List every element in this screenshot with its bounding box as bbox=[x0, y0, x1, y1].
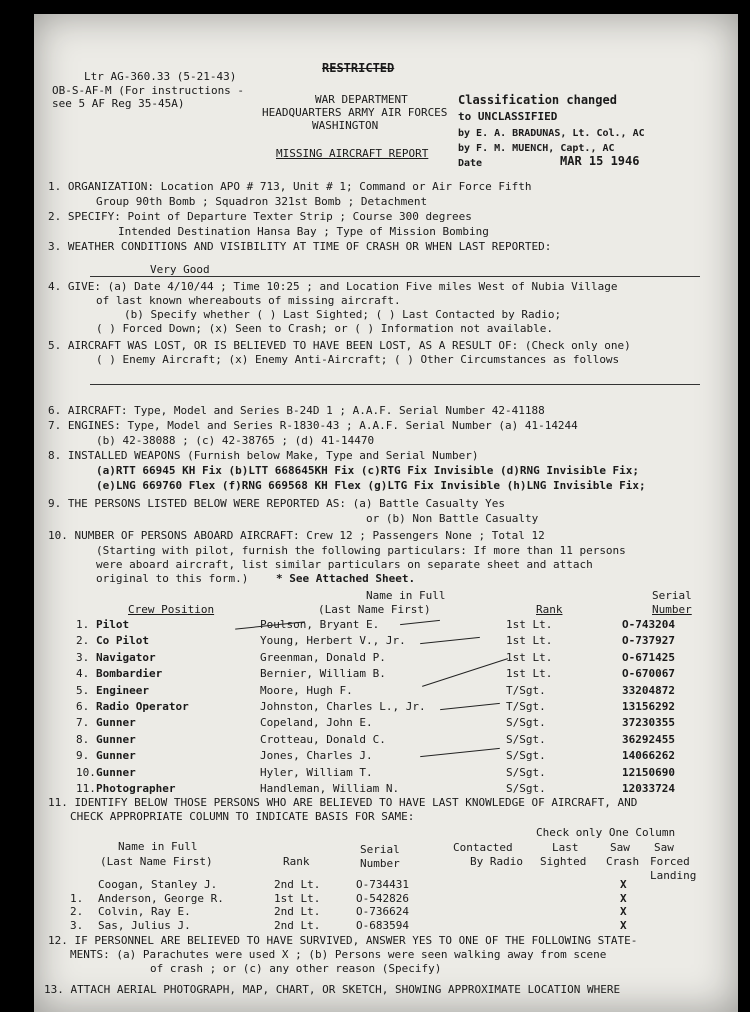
crew-serial: O-737927 bbox=[622, 634, 675, 648]
crew-serial: 13156292 bbox=[622, 700, 675, 713]
persons-reported-line: 9. THE PERSONS LISTED BELOW WERE REPORTED AS: (a) Battle Casualty Yes bbox=[48, 497, 505, 510]
department-name: WAR DEPARTMENT bbox=[315, 93, 408, 106]
check-one-column: Check only One Column bbox=[536, 826, 676, 839]
survival-line-3: of crash ; or (c) any other reason (Specify) bbox=[150, 962, 442, 975]
witness-header-contacted-1: Contacted bbox=[453, 841, 513, 854]
destination-line: Intended Destination Hansa Bay ; Type of Mission Bombing bbox=[118, 225, 489, 238]
crew-rank: S/Sgt. bbox=[506, 782, 546, 795]
witness-header-serial-1: Serial bbox=[360, 843, 400, 856]
crew-header-serial-1: Serial bbox=[652, 589, 692, 602]
attached-sheet-note: * See Attached Sheet. bbox=[276, 572, 416, 585]
crew-rank: S/Sgt. bbox=[506, 749, 546, 763]
crew-rank: S/Sgt. bbox=[506, 716, 546, 730]
weapons-line: 8. INSTALLED WEAPONS (Furnish below Make, Type and Serial Number) bbox=[48, 449, 479, 462]
loss-cause-line: 5. AIRCRAFT WAS LOST, OR IS BELIEVED TO HAVE BEEN LOST, AS A RESULT OF: (Check only one) bbox=[48, 339, 631, 352]
witness-rank: 1st Lt. bbox=[274, 891, 321, 905]
form-code: OB-S-AF-M (For instructions - bbox=[52, 84, 245, 97]
letter-reference: Ltr AG-360.33 (5-21-43) bbox=[84, 70, 237, 83]
crew-header-position: Crew Position bbox=[128, 603, 215, 616]
witness-name: Anderson, George R. bbox=[98, 891, 224, 905]
crew-rank: 1st Lt. bbox=[506, 618, 553, 631]
crew-serial: 12033724 bbox=[622, 782, 675, 795]
crew-rank: 1st Lt. bbox=[506, 634, 553, 648]
crew-name: Johnston, Charles L., Jr. bbox=[260, 700, 426, 713]
crew-n: 10. bbox=[76, 765, 96, 779]
specify-whether-line: (b) Specify whether ( ) Last Sighted; ( ) Last Contacted by Radio; bbox=[124, 308, 562, 321]
non-battle-line: or (b) Non Battle Casualty bbox=[366, 512, 539, 525]
engines-line: 7. ENGINES: Type, Model and Series R-1830-43 ; A.A.F. Serial Number (a) 41-14244 bbox=[48, 419, 578, 432]
weather-rule bbox=[90, 276, 700, 277]
witness-mark: X bbox=[620, 905, 627, 918]
crew-n: 11. bbox=[76, 782, 96, 795]
persons-aboard-line: 10. NUMBER OF PERSONS ABOARD AIRCRAFT: Crew 12 ; Passengers None ; Total 12 bbox=[48, 529, 545, 542]
crew-rank: 1st Lt. bbox=[506, 650, 553, 664]
authority-line-2: by F. M. MUENCH, Capt., AC bbox=[458, 143, 615, 154]
instructions-line-2: were aboard aircraft, list similar particulars on separate sheet and attach bbox=[96, 558, 593, 571]
group-line: Group 90th Bomb ; Squadron 321st Bomb ; Detachment bbox=[96, 195, 428, 208]
attach-photo-line: 13. ATTACH AERIAL PHOTOGRAPH, MAP, CHART, OR SKETCH, SHOWING APPROXIMATE LOCATION WHERE bbox=[44, 983, 621, 996]
forced-down-line: ( ) Forced Down; (x) Seen to Crash; or ( ) Information not available. bbox=[96, 322, 553, 335]
crew-serial: 14066262 bbox=[622, 749, 675, 763]
crew-name: Bernier, William B. bbox=[260, 667, 386, 681]
witness-n: 2. bbox=[70, 905, 84, 918]
witness-header-forced-2: Forced bbox=[650, 855, 690, 868]
loss-options-line: ( ) Enemy Aircraft; (x) Enemy Anti-Aircraft; ( ) Other Circumstances as follows bbox=[96, 353, 620, 366]
crew-serial: O-670067 bbox=[622, 667, 675, 681]
crew-n: 9. bbox=[76, 749, 90, 763]
witness-name: Colvin, Ray E. bbox=[98, 905, 191, 918]
circumstances-rule bbox=[90, 384, 700, 385]
weapons-row-2: (e)LNG 669760 Flex (f)RNG 669568 KH Flex (g)LTG Fix Invisible (h)LNG Invisible Fix; bbox=[96, 479, 646, 492]
crew-name: Handleman, William N. bbox=[260, 782, 400, 795]
witness-rank: 2nd Lt. bbox=[274, 905, 321, 918]
witness-mark: X bbox=[620, 918, 627, 932]
witness-serial: O-683594 bbox=[356, 918, 409, 932]
crew-rank: S/Sgt. bbox=[506, 732, 546, 746]
crew-header-serial-2: Number bbox=[652, 603, 692, 616]
weather-value: Very Good bbox=[150, 263, 210, 276]
witness-rank: 2nd Lt. bbox=[274, 878, 321, 891]
witness-n: 1. bbox=[70, 891, 84, 905]
crew-name: Crotteau, Donald C. bbox=[260, 732, 386, 746]
date-label: Date bbox=[458, 158, 483, 169]
crew-serial: 33204872 bbox=[622, 683, 675, 697]
crew-n: 4. bbox=[76, 667, 90, 681]
crew-rank: 1st Lt. bbox=[506, 667, 553, 681]
instructions-line-3: original to this form.) bbox=[96, 572, 249, 585]
crew-pos: Pilot bbox=[96, 618, 130, 631]
witness-header-saw-1: Saw bbox=[610, 841, 630, 854]
crew-pos: Gunner bbox=[96, 732, 136, 746]
crew-rank: T/Sgt. bbox=[506, 700, 546, 713]
crew-pos: Bombardier bbox=[96, 667, 163, 681]
crew-serial: 37230355 bbox=[622, 716, 675, 730]
crew-n: 2. bbox=[76, 634, 90, 648]
crew-header-name-2: (Last Name First) bbox=[318, 603, 431, 616]
witness-header-serial-2: Number bbox=[360, 857, 400, 870]
weapons-row-1: (a)RTT 66945 KH Fix (b)LTT 668645KH Fix (c)RTG Fix Invisible (d)RNG Invisible Fix; bbox=[96, 464, 640, 477]
witness-name: Coogan, Stanley J. bbox=[98, 878, 218, 891]
city-name: WASHINGTON bbox=[312, 119, 379, 132]
witness-header-last-2: Sighted bbox=[540, 855, 587, 868]
report-title: MISSING AIRCRAFT REPORT bbox=[276, 147, 429, 160]
witness-header-name-2: (Last Name First) bbox=[100, 855, 213, 868]
crew-n: 3. bbox=[76, 650, 90, 664]
crew-rank: T/Sgt. bbox=[506, 683, 546, 697]
weather-line: 3. WEATHER CONDITIONS AND VISIBILITY AT TIME OF CRASH OR WHEN LAST REPORTED: bbox=[48, 240, 552, 253]
witness-mark: X bbox=[620, 878, 627, 891]
witness-n: 3. bbox=[70, 918, 84, 932]
crew-name: Hyler, William T. bbox=[260, 765, 373, 779]
departure-line: 2. SPECIFY: Point of Departure Texter Strip ; Course 300 degrees bbox=[48, 210, 472, 223]
date-stamp: MAR 15 1946 bbox=[560, 154, 640, 168]
crew-name: Moore, Hugh F. bbox=[260, 683, 353, 697]
crew-name: Jones, Charles J. bbox=[260, 749, 373, 763]
survival-line-1: 12. IF PERSONNEL ARE BELIEVED TO HAVE SURVIVED, ANSWER YES TO ONE OF THE FOLLOWING STATE- bbox=[48, 934, 638, 947]
crew-rank: S/Sgt. bbox=[506, 765, 546, 779]
witness-header-last-1: Last bbox=[552, 841, 579, 854]
classification-changed: Classification changed bbox=[458, 93, 617, 107]
whereabouts-line: of last known whereabouts of missing aircraft. bbox=[96, 294, 401, 307]
witness-serial: O-542826 bbox=[356, 891, 409, 905]
crew-n: 7. bbox=[76, 716, 90, 730]
witness-serial: O-736624 bbox=[356, 905, 409, 918]
witness-mark: X bbox=[620, 891, 627, 905]
engine-serials-line: (b) 42-38088 ; (c) 42-38765 ; (d) 41-14470 bbox=[96, 434, 375, 447]
crew-pos: Gunner bbox=[96, 749, 136, 763]
crew-pos: Co Pilot bbox=[96, 634, 149, 648]
crew-n: 1. bbox=[76, 618, 90, 631]
witness-header-forced-3: Landing bbox=[650, 869, 697, 882]
witness-header-contacted-2: By Radio bbox=[470, 855, 523, 868]
classification-to: to UNCLASSIFIED bbox=[458, 110, 558, 123]
witness-header-forced-1: Saw bbox=[654, 841, 674, 854]
crew-header-name-1: Name in Full bbox=[366, 589, 446, 602]
witness-rank: 2nd Lt. bbox=[274, 918, 321, 932]
crew-serial: 36292455 bbox=[622, 732, 675, 746]
crew-header-rank: Rank bbox=[536, 603, 563, 616]
witness-header-name-1: Name in Full bbox=[118, 840, 198, 853]
crew-n: 6. bbox=[76, 700, 90, 713]
crew-pos: Photographer bbox=[96, 782, 176, 795]
crew-serial: 12150690 bbox=[622, 765, 675, 779]
crew-pos: Gunner bbox=[96, 765, 136, 779]
authority-line-1: by E. A. BRADUNAS, Lt. Col., AC bbox=[458, 128, 645, 139]
crew-serial: O-671425 bbox=[622, 650, 675, 664]
crew-name: Young, Herbert V., Jr. bbox=[260, 634, 406, 648]
crew-pos: Engineer bbox=[96, 683, 149, 697]
form-instructions: see 5 AF Reg 35-45A) bbox=[52, 97, 185, 110]
crew-n: 5. bbox=[76, 683, 90, 697]
survival-line-2: MENTS: (a) Parachutes were used X ; (b) Persons were seen walking away from scene bbox=[70, 948, 607, 961]
crew-pos: Navigator bbox=[96, 650, 156, 664]
last-knowledge-line-2: CHECK APPROPRIATE COLUMN TO INDICATE BASIS FOR SAME: bbox=[70, 810, 415, 823]
crew-pos: Gunner bbox=[96, 716, 136, 730]
witness-header-rank: Rank bbox=[283, 855, 310, 868]
headquarters-name: HEADQUARTERS ARMY AIR FORCES bbox=[262, 106, 448, 119]
last-knowledge-line-1: 11. IDENTIFY BELOW THOSE PERSONS WHO ARE BELIEVED TO HAVE LAST KNOWLEDGE OF AIRCRAFT, AND bbox=[48, 796, 638, 809]
crew-serial: O-743204 bbox=[622, 618, 675, 631]
organization-line: 1. ORGANIZATION: Location APO # 713, Unit # 1; Command or Air Force Fifth bbox=[48, 180, 532, 193]
witness-header-saw-2: Crash bbox=[606, 855, 640, 868]
witness-name: Sas, Julius J. bbox=[98, 918, 191, 932]
crew-pos: Radio Operator bbox=[96, 700, 189, 713]
aircraft-line: 6. AIRCRAFT: Type, Model and Series B-24D 1 ; A.A.F. Serial Number 42-41188 bbox=[48, 404, 545, 417]
crew-name: Copeland, John E. bbox=[260, 716, 373, 730]
crew-n: 8. bbox=[76, 732, 90, 746]
give-line: 4. GIVE: (a) Date 4/10/44 ; Time 10:25 ; and Location Five miles West of Nubia Village bbox=[48, 280, 618, 293]
classification-stamp: RESTRICTED bbox=[322, 61, 395, 75]
witness-serial: O-734431 bbox=[356, 878, 409, 891]
crew-name: Greenman, Donald P. bbox=[260, 650, 386, 664]
crew-name: Poulson, Bryant E. bbox=[260, 618, 380, 631]
instructions-line-1: (Starting with pilot, furnish the following particulars: If more than 11 persons bbox=[96, 544, 626, 557]
